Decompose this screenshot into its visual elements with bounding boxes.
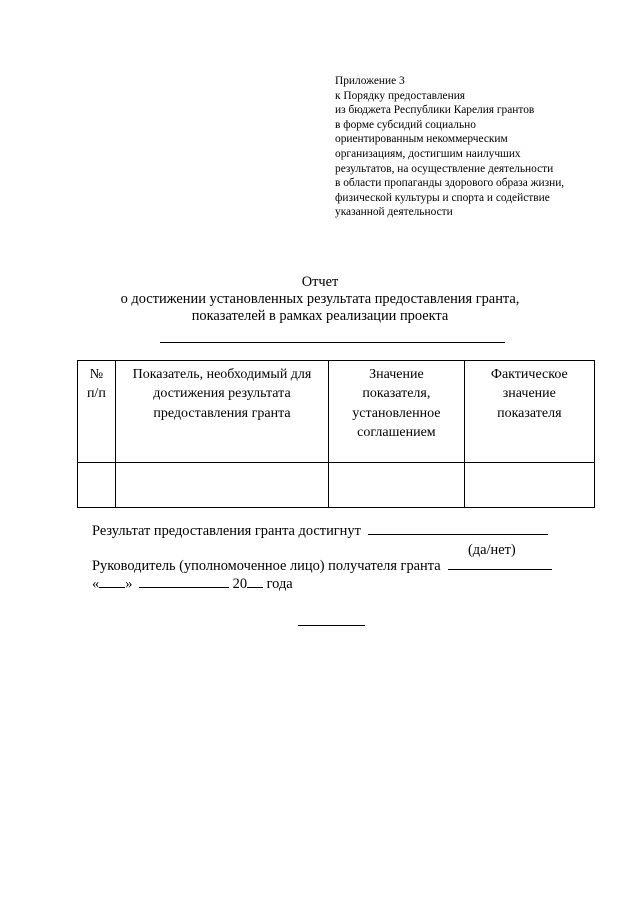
- date-month-blank[interactable]: [139, 586, 229, 588]
- cell-actual-value[interactable]: [464, 463, 594, 508]
- title-line-1: Отчет: [301, 274, 339, 290]
- header-indicator: Показатель, необходимый для достижения результата предоставления гранта: [115, 361, 328, 463]
- appendix-line: в области пропаганды здорового образа жизни,: [335, 177, 565, 190]
- appendix-line: Приложение 3: [335, 75, 405, 87]
- report-table: [77, 360, 595, 508]
- title-line-2: о достижении установленных результата предоставления гранта,: [120, 291, 520, 308]
- result-achieved-label: Результат предоставления гранта достигнут: [92, 523, 361, 539]
- header-planned-value: Значение показателя, установленное соглашением: [329, 361, 464, 463]
- appendix-block: [335, 74, 625, 220]
- result-achieved-line: [92, 523, 548, 540]
- result-yes-no-blank[interactable]: [368, 533, 548, 535]
- project-name-blank-line: [160, 342, 505, 343]
- date-day-blank[interactable]: [99, 586, 125, 588]
- header-actual-value: Фактическое значение показателя: [464, 361, 594, 463]
- title-line-3: показателей в рамках реализации проекта: [191, 308, 449, 325]
- cell-number[interactable]: [78, 463, 116, 508]
- yes-no-hint: (да/нет): [468, 542, 516, 558]
- document-title: [0, 274, 640, 326]
- head-label: Руководитель (уполномоченное лицо) получателя гранта: [92, 558, 441, 574]
- appendix-line: ориентированным некоммерческим: [335, 133, 508, 146]
- cell-indicator[interactable]: [115, 463, 328, 508]
- appendix-line: в форме субсидий социально: [335, 118, 476, 131]
- appendix-line: указанной деятельности: [335, 206, 453, 219]
- table-row: [78, 463, 595, 508]
- appendix-line: организациям, достигшим наилучших: [335, 147, 521, 160]
- header-number: № п/п: [78, 361, 116, 463]
- date-close-quote: »: [125, 576, 133, 592]
- appendix-line: результатов, на осуществление деятельности: [335, 162, 554, 175]
- head-signature-line: [92, 558, 552, 575]
- appendix-line: физической культуры и спорта и содействие: [335, 191, 550, 204]
- date-year-prefix: 20: [232, 576, 248, 592]
- date-suffix: года: [266, 576, 293, 592]
- table-header-row: [78, 361, 595, 463]
- appendix-line: к Порядку предоставления: [335, 89, 466, 102]
- head-signature-blank[interactable]: [448, 568, 552, 570]
- date-line: [92, 576, 293, 593]
- document-end-line: [298, 625, 365, 626]
- date-year-blank[interactable]: [247, 586, 263, 588]
- date-open-quote: «: [92, 576, 100, 592]
- appendix-line: из бюджета Республики Карелия грантов: [335, 104, 535, 117]
- cell-planned-value[interactable]: [329, 463, 464, 508]
